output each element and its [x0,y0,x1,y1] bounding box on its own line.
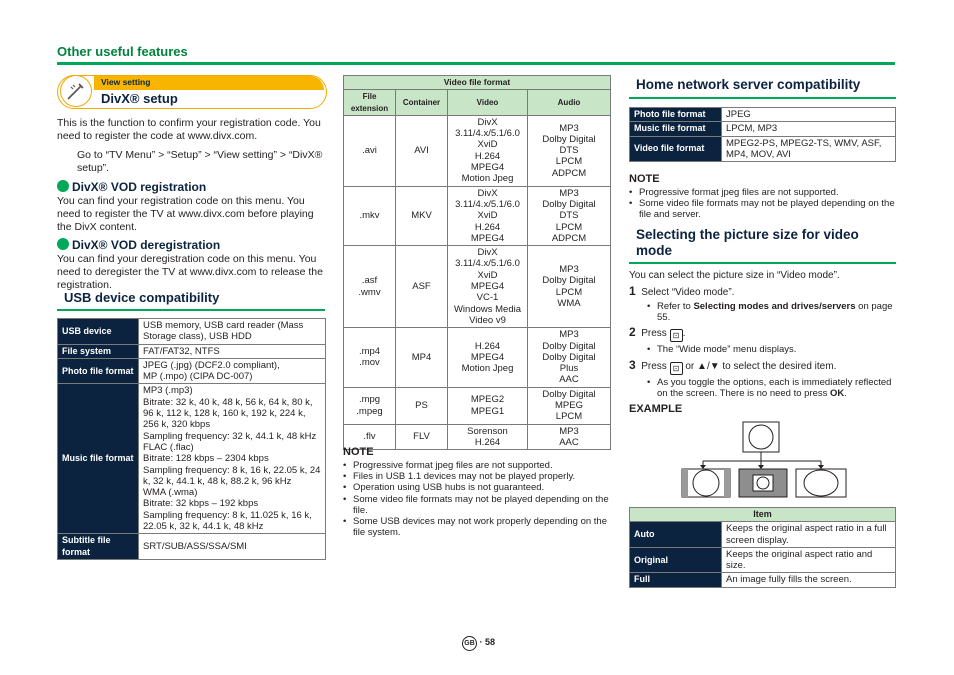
tool-icon [60,75,92,107]
picture-size-table [629,507,896,588]
video-cell-container: AVI [396,115,448,186]
page-footer [462,636,495,651]
video-notes [343,446,611,538]
network-label: Photo file format [630,108,722,122]
video-cell-ext: .asf .wmv [344,246,396,328]
video-cell-ext: .flv [344,424,396,450]
picture-item-row [630,547,896,573]
network-table [629,107,896,162]
usb-title: USB device compatibility [64,290,220,305]
usb-value: SRT/SUB/ASS/SSA/SMI [139,534,326,560]
network-row [630,136,896,162]
video-row [344,328,611,387]
picture-item-desc: Keeps the original aspect ratio in a full screen display. [722,522,896,548]
step2-text: Press [641,328,667,340]
step2-number: 2 [629,325,636,340]
video-cell-ext: .mkv [344,186,396,245]
video-note-item: • Operation using USB hubs is not guaranteed. [343,482,611,493]
video-format-table [343,75,611,450]
picture-rule [629,262,896,264]
usb-rule [57,309,325,311]
item-header: Item [630,508,896,522]
diagram-connectors [703,452,821,467]
video-table-title: Video file format [344,76,611,90]
video-cell-container: MKV [396,186,448,245]
vod-registration-text: You can find your registration code on this menu. You need to register the TV at www.divx.com before playing the DivX content. [57,195,314,233]
picture-intro: You can select the picture size in “Video mode”. [629,270,840,281]
usb-label: File system [58,344,139,358]
network-row [630,122,896,136]
step2-sub: • The “Wide mode” menu displays. [647,344,896,355]
network-rule [629,97,896,99]
video-cell-ext: .mp4 .mov [344,328,396,387]
network-note-title: NOTE [629,173,660,185]
network-value: MPEG2-PS, MPEG2-TS, WMV, ASF, MP4, MOV, AVI [722,136,896,162]
divx-title-banner [57,75,327,109]
divx-path: Go to “TV Menu” > “Setup” > “View setting” > “DivX® setup”. [77,149,323,174]
step3-text: or ▲/▼ to select the desired item. [685,360,837,372]
network-row [630,108,896,122]
video-row [344,115,611,186]
divx-intro: This is the function to confirm your registration code. You need to register the code at www.divx.com. [57,117,321,142]
picture-item-row [630,573,896,587]
vod-deregistration-text: You can find your deregistration code on this menu. You need to deregister the TV at www.divx.com to release the registration. [57,253,323,291]
page-number: · 58 [479,637,496,647]
video-cell-audio: MP3 Dolby Digital Dolby Digital Plus AAC [528,328,611,387]
video-row [344,387,611,424]
step1-sub: • Refer to Selecting modes and drives/servers on page 55. [647,301,896,323]
video-cell-video: MPEG2 MPEG1 [448,387,528,424]
source-frame [743,422,779,452]
picture-item-label: Original [630,547,722,573]
picture-item-label: Auto [630,522,722,548]
video-cell-container: FLV [396,424,448,450]
video-cell-ext: .mpg .mpeg [344,387,396,424]
video-col-header: Audio [528,90,611,116]
network-notes [629,173,896,221]
network-value: JPEG [722,108,896,122]
picture-item-label: Full [630,573,722,587]
video-note-title: NOTE [343,446,374,458]
gb-badge-icon: GB [462,636,477,651]
video-cell-video: H.264 MPEG4 Motion Jpeg [448,328,528,387]
network-note-item: • Some video file formats may not be played depending on the file and server. [629,198,896,220]
usb-value: MP3 (.mp3) Bitrate: 32 k, 40 k, 48 k, 56 k, 64 k, 80 k, 96 k, 112 k, 128 k, 160 k, 192 k, 224 k, 256 k, 320 kbps Sampling frequency: 32 k, 44.1 k, 48 kHz FLAC (.flac) Bitrate: 128 kbps – 2304 kbps Sampling frequency: 8 k, 16 k, 22.05 k, 24 k, 32 k, 44.1 k, 48 k, 88.2 k, 96 kHz WMA (.wma) Bitrate: 32 kbps – 192 kbps Sampling frequency: 8 k, 11.025 k, 16 k, 22.05 k, 32 k, 44.1 k, 48 kHz [139,384,326,534]
step1-text: Select “Video mode”. [641,287,735,298]
usb-label: Photo file format [58,358,139,384]
video-note-item: • Some video file formats may not be played depending on the file. [343,494,611,516]
usb-row [58,319,326,345]
example-label: EXAMPLE [629,403,683,416]
green-bullet-icon [57,180,69,192]
video-cell-ext: .avi [344,115,396,186]
video-col-header: File extension [344,90,396,116]
video-cell-video: DivX 3.11/4.x/5.1/6.0 XviD H.264 MPEG4 Motion Jpeg [448,115,528,186]
auto-frame [682,469,730,497]
picture-steps: You can select the picture size in “Video mode”. 1 Select “Video mode”. • Refer to Selecting modes and drives/servers on page 55. 2 Press ⊡ . • The “Wide mode” menu displays. 3 Press ⊡ or ▲/▼ to select the desired item. • As you toggle the options, each is immediately reflected on the screen. There is no need to press OK. EXAMPLE [629,270,896,415]
video-cell-container: MP4 [396,328,448,387]
usb-row [58,534,326,560]
divx-title: DivX® setup [101,91,178,106]
step3-number: 3 [629,357,636,372]
green-bullet-icon [57,238,69,250]
usb-value: JPEG (.jpg) (DCF2.0 compliant), MP (.mpo) (CIPA DC-007) [139,358,326,384]
video-cell-video: DivX 3.11/4.x/5.1/6.0 XviD MPEG4 VC-1 Windows Media Video v9 [448,246,528,328]
picture-item-row [630,522,896,548]
network-label: Video file format [630,136,722,162]
usb-row [58,358,326,384]
usb-row [58,344,326,358]
video-cell-container: ASF [396,246,448,328]
video-cell-audio: Dolby Digital MPEG LPCM [528,387,611,424]
usb-table [57,318,326,560]
wide-mode-button-icon: ⊡ [670,362,683,375]
video-col-header: Video [448,90,528,116]
wide-mode-button-icon: ⊡ [670,329,683,342]
step3-sub: • As you toggle the options, each is immediately reflected on the screen. There is no need to press OK. [647,377,896,399]
usb-label: Subtitle file format [58,534,139,560]
video-cell-video: Sorenson H.264 [448,424,528,450]
video-cell-audio: MP3 AAC [528,424,611,450]
header-rule [57,62,895,65]
network-value: LPCM, MP3 [722,122,896,136]
aspect-ratio-diagram [680,420,850,498]
network-title: Home network server compatibility [636,77,861,92]
video-row [344,246,611,328]
video-cell-audio: MP3 Dolby Digital DTS LPCM ADPCM [528,186,611,245]
picture-item-desc: An image fully fills the screen. [722,573,896,587]
usb-value: FAT/FAT32, NTFS [139,344,326,358]
usb-label: USB device [58,319,139,345]
step1-number: 1 [629,284,636,298]
usb-label: Music file format [58,384,139,534]
video-note-item: • Files in USB 1.1 devices may not be played properly. [343,471,611,482]
usb-value: USB memory, USB card reader (Mass Storage class), USB HDD [139,319,326,345]
video-cell-audio: MP3 Dolby Digital DTS LPCM ADPCM [528,115,611,186]
video-cell-container: PS [396,387,448,424]
video-cell-video: DivX 3.11/4.x/5.1/6.0 XviD H.264 MPEG4 [448,186,528,245]
network-label: Music file format [630,122,722,136]
vod-deregistration-heading: DivX® VOD deregistration [57,238,329,252]
video-row [344,186,611,245]
network-note-item: • Progressive format jpeg files are not supported. [629,187,896,198]
video-note-item: • Progressive format jpeg files are not supported. [343,460,611,471]
arrow-down-icon [700,465,824,469]
vod-registration-heading: DivX® VOD registration [57,180,329,194]
video-cell-audio: MP3 Dolby Digital LPCM WMA [528,246,611,328]
section-header: Other useful features [57,44,188,59]
video-note-item: • Some USB devices may not work properly depending on the file system. [343,516,611,538]
divx-body [57,117,329,292]
picture-title: Selecting the picture size for video mode [636,227,859,258]
picture-item-desc: Keeps the original aspect ratio and size. [722,547,896,573]
video-col-header: Container [396,90,448,116]
divx-tag: View setting [101,77,151,87]
usb-row [58,384,326,534]
